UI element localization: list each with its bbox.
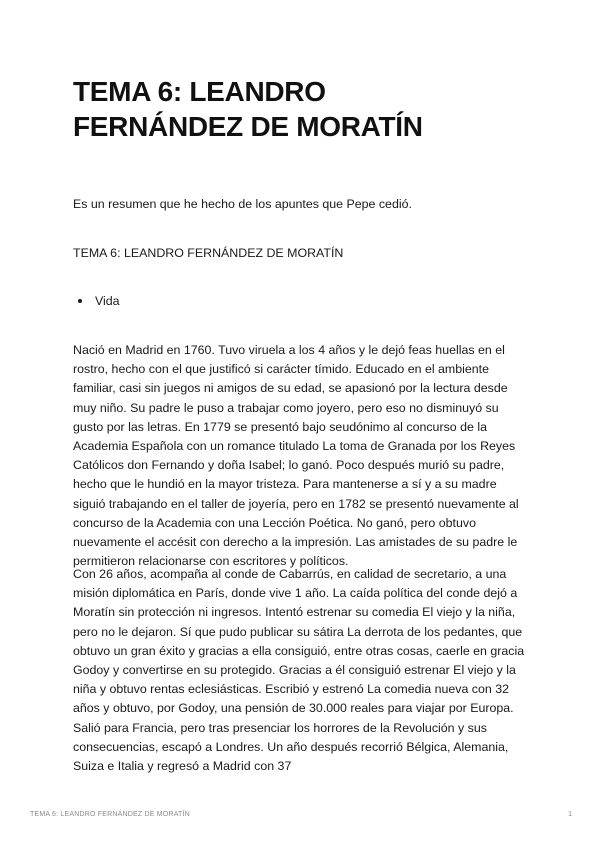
intro-text: Es un resumen que he hecho de los apuntes que Pepe cedió. bbox=[73, 197, 412, 211]
list-item-label: Vida bbox=[95, 294, 120, 308]
body-paragraph: Nació en Madrid en 1760. Tuvo viruela a los 4 años y le dejó feas huellas en el rostro, hecho con el que justificó si carácter tímido. Educado en el ambiente familiar, casi sin juegos ni amigos de su edad, se apasionó por la lectura desde muy niño. Su padre le puso a trabajar como joyero, pero eso no disminuyó su gusto por las letras. En 1779 se presentó bajo seudónimo al concurso de la Academia Española con un romance titulado La toma de Granada por los Reyes Católicos don Fernando y doña Isabel; lo ganó. Poco después murió su padre, hecho que le hundió en la mayor tristeza. Para mantenerse a sí y a su madre siguió trabajando en el taller de joyería, pero en 1782 se presentó nuevamente al concurso de la Academia con una Lección Poética. No ganó, pero obtuvo nuevamente el accésit con derecho a la impresión. Las amistades de su padre le permitieron relacionarse con escritores y políticos. bbox=[73, 343, 519, 569]
page-title bbox=[73, 74, 543, 144]
body-paragraph: Con 26 años, acompaña al conde de Cabarrús, en calidad de secretario, a una misión diplomática en París, donde vive 1 año. La caída política del conde dejó a Moratín sin protección ni ingresos. Intentó estrenar su comedia El viejo y la niña, pero no le dejaron. Sí que pudo publicar su sátira La derrota de los pedantes, que obtuvo un gran éxito y gracias a ella consiguió, entre otras cosas, caerle en gracia Godoy y convertirse en su protegido. Gracias a él consiguió estrenar El viejo y la niña y obtuvo rentas eclesiásticas. Escribió y estrenó La comedia nueva con 32 años y obtuvo, por Godoy, una pensión de 30.000 reales para viajar por Europa. Salió para Francia, pero tras presenciar los horrores de la Revolución y sus consecuencias, escapó a Londres. Un año después recorrió Bélgica, Alemania, Suiza e Italia y regresó a Madrid con 37 bbox=[73, 567, 525, 774]
footer-page-number: 1 bbox=[568, 811, 572, 818]
title-line-2: FERNÁNDEZ DE MORATÍN bbox=[73, 111, 423, 142]
bullet-list bbox=[73, 292, 120, 310]
footer-running-title: TEMA 6: LEANDRO FERNÁNDEZ DE MORATÍN bbox=[30, 811, 190, 818]
title-line-1: TEMA 6: LEANDRO bbox=[73, 76, 326, 107]
section-subheading: TEMA 6: LEANDRO FERNÁNDEZ DE MORATÍN bbox=[73, 246, 344, 260]
bullet-dot-icon bbox=[78, 299, 82, 303]
list-item bbox=[73, 292, 120, 310]
